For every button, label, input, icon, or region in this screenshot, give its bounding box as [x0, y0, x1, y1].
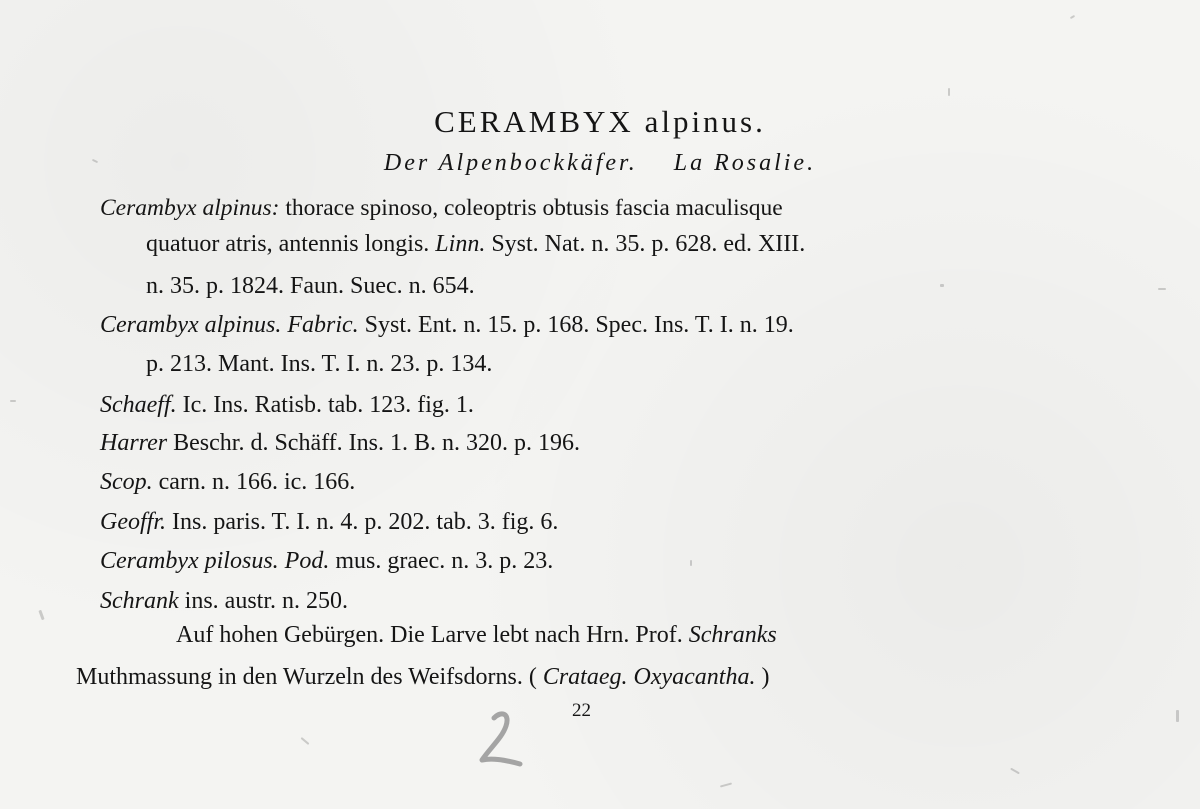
reference-author: Fabric. — [287, 312, 359, 338]
reference-text: Ins. paris. T. I. n. 4. p. 202. tab. 3. fig. 6. — [166, 509, 559, 535]
reference-author: Scop. — [100, 469, 153, 495]
reference-line — [100, 546, 553, 576]
reference-text: mus. graec. n. 3. p. 23. — [329, 548, 554, 574]
speck — [948, 88, 950, 96]
reference-author: Linn. — [435, 231, 486, 257]
reference-line — [100, 428, 580, 458]
reference-text: thorace spinoso, coleoptris obtusis fascia maculisque — [279, 195, 783, 221]
speck — [38, 610, 44, 620]
reference-text: p. 213. Mant. Ins. T. I. n. 23. p. 134. — [146, 351, 493, 377]
reference-line — [100, 507, 558, 537]
reference-line — [100, 310, 794, 340]
habitat-line — [76, 662, 769, 692]
habitat-text: Auf hohen Gebürgen. Die Larve lebt nach Hrn. Prof. — [176, 622, 689, 648]
reference-author: Cerambyx alpinus: — [100, 195, 280, 221]
reference-line — [100, 586, 348, 616]
reference-line — [146, 349, 492, 379]
reference-line — [146, 271, 475, 301]
speck — [10, 400, 16, 402]
reference-text: quatuor atris, antennis longis. — [146, 231, 436, 257]
speck — [301, 737, 310, 745]
reference-text: ins. austr. n. 250. — [178, 588, 348, 614]
page-title: CERAMBYX alpinus. — [434, 104, 766, 139]
reference-text: carn. n. 166. ic. 166. — [152, 469, 356, 495]
reference-text: Ic. Ins. Ratisb. tab. 123. fig. 1. — [176, 392, 474, 418]
page-subtitle — [0, 150, 1200, 177]
subtitle-french: La Rosalie. — [673, 150, 817, 176]
handwritten-mark — [472, 704, 532, 774]
reference-line — [100, 390, 474, 420]
speck — [1070, 15, 1075, 19]
reference-line — [100, 467, 355, 497]
habitat-plant-name: Crataeg. Oxyacantha. — [542, 664, 756, 690]
subtitle-german: Der Alpenbockkäfer. — [383, 150, 638, 176]
reference-text: Beschr. d. Schäff. Ins. 1. B. n. 320. p. 196. — [167, 430, 580, 456]
speck — [720, 782, 732, 787]
speck — [1010, 768, 1020, 775]
reference-author: Schaeff. — [100, 392, 177, 418]
page-number: 22 — [572, 700, 591, 721]
speck — [1158, 288, 1166, 290]
speck — [1176, 710, 1179, 722]
reference-author: Schrank — [100, 588, 179, 614]
habitat-line — [176, 620, 777, 650]
speck — [690, 560, 692, 566]
reference-author: Harrer — [100, 430, 168, 456]
reference-text: Syst. Nat. n. 35. p. 628. ed. XIII. — [485, 231, 806, 257]
reference-author: Cerambyx alpinus. — [100, 312, 282, 338]
reference-line — [100, 193, 783, 223]
reference-text: n. 35. p. 1824. Faun. Suec. n. 654. — [146, 273, 475, 299]
habitat-text: ) — [755, 664, 770, 690]
reference-author: Cerambyx pilosus. — [100, 548, 279, 574]
habitat-author: Schranks — [688, 622, 777, 648]
reference-author: Pod. — [284, 548, 330, 574]
speck — [940, 284, 944, 287]
reference-author: Geoffr. — [100, 509, 166, 535]
habitat-text: Muthmassung in den Wurzeln des Weifsdorns. ( — [76, 664, 543, 690]
reference-text: Syst. Ent. n. 15. p. 168. Spec. Ins. T. I. n. 19. — [358, 312, 794, 338]
reference-line — [146, 229, 805, 259]
